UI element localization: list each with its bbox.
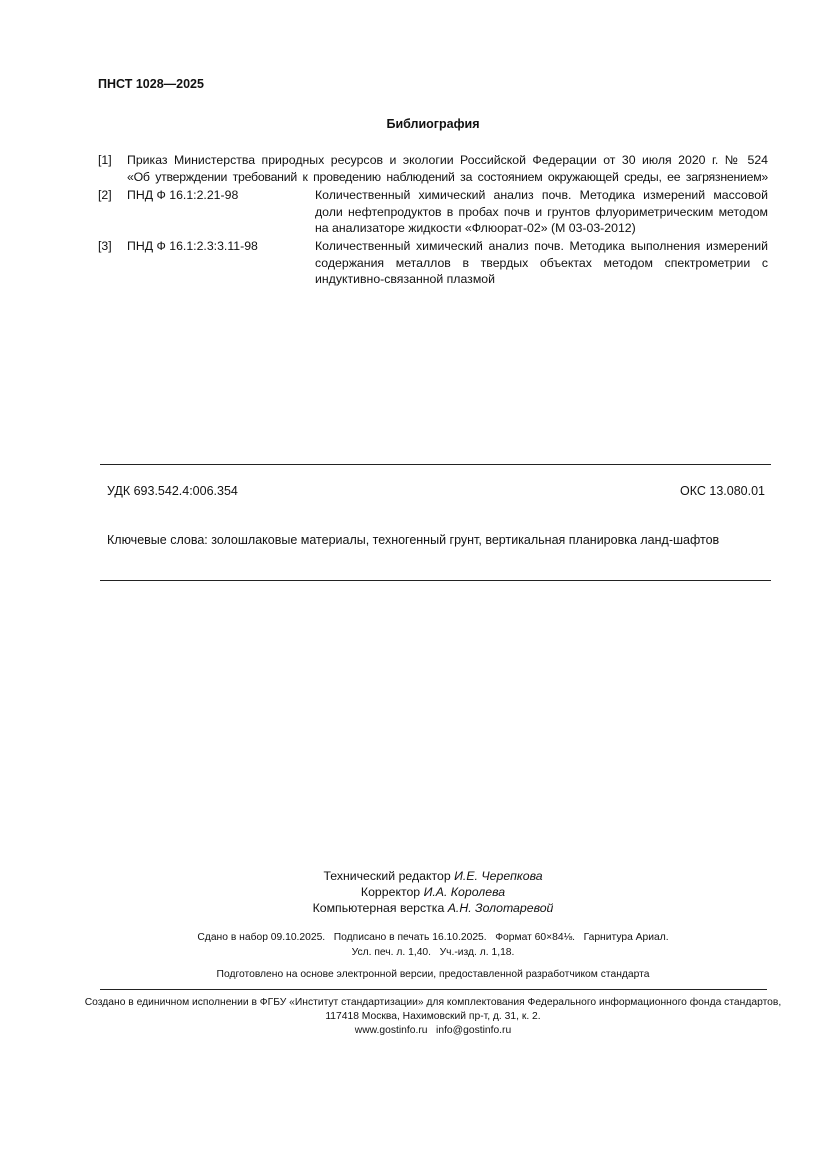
prepared-note: Подготовлено на основе электронной версии, предоставленной разработчиком стандарта: [216, 969, 650, 980]
reference-text-line: «Об утверждении требований к проведению наблюдений за состоянием окружающей среды, ее загрязнением»: [127, 169, 768, 184]
reference-number: [2]: [98, 188, 112, 202]
reference-number: [1]: [98, 153, 112, 167]
print-info-line: Усл. печ. л. 1,40. Уч.-изд. л. 1,18.: [351, 947, 515, 958]
reference-code: ПНД Ф 16.1:2.21-98: [127, 188, 239, 202]
publisher-block: [0, 996, 827, 1038]
reference-description: Количественный химический анализ почв. Методика выполнения измерений содержания металлов в твердых объектах методом спектрометрии с индуктивно-связанной плазмой: [315, 239, 768, 286]
reference-text: [127, 152, 768, 185]
corrector-name: И.А. Королева: [423, 884, 506, 899]
publisher-address: 117418 Москва, Нахимовский пр-т, д. 31, к. 2.: [325, 1011, 541, 1022]
oks-code: ОКС 13.080.01: [680, 484, 765, 498]
bibliography-item: [0, 152, 827, 186]
tech-editor-name: И.Е. Черепкова: [454, 869, 543, 883]
tech-editor-label: Технический редактор: [323, 869, 451, 883]
bibliography-item: [0, 187, 827, 239]
divider-line: [100, 464, 771, 465]
print-info-line: Сдано в набор 09.10.2025. Подписано в печать 16.10.2025. Формат 60×84⅛. Гарнитура Ариал.: [197, 932, 669, 943]
publisher-line: Создано в единичном исполнении в ФГБУ «Институт стандартизации» для комплектования Федерального информационного фонда стандартов,: [84, 997, 782, 1008]
bibliography-item: [0, 238, 827, 290]
divider-line: [100, 989, 767, 990]
reference-code: ПНД Ф 16.1:2.3:3.11-98: [127, 239, 258, 253]
document-code: ПНСТ 1028—2025: [98, 77, 204, 91]
tech-editor-line: [0, 869, 827, 885]
reference-number: [3]: [98, 239, 112, 253]
layout-line: [0, 901, 827, 917]
layout-label: Компьютерная верстка: [312, 900, 445, 915]
layout-name: А.Н. Золотаревой: [447, 900, 554, 915]
udk-code: УДК 693.542.4:006.354: [107, 484, 238, 498]
credits-block: [0, 869, 827, 916]
corrector-label: Корректор: [360, 884, 421, 899]
keywords: Ключевые слова: золошлаковые материалы, техногенный грунт, вертикальная планировка ланд-шафтов: [107, 533, 720, 547]
corrector-line: [0, 885, 827, 901]
bibliography-title: Библиография: [386, 117, 480, 131]
publisher-contacts[interactable]: www.gostinfo.ru info@gostinfo.ru: [354, 1025, 512, 1036]
divider-line: [100, 580, 771, 581]
print-info: [0, 930, 827, 960]
reference-description: Количественный химический анализ почв. Методика измерений массовой доли нефтепродуктов в пробах почв и грунтов флуориметрическим методом на анализаторе жидкости «Флюорат-02» (М 03-03-2012): [315, 188, 768, 235]
reference-text-line: Приказ Министерства природных ресурсов и экологии Российской Федерации от 30 июля 2020 г. № 524: [127, 153, 768, 167]
